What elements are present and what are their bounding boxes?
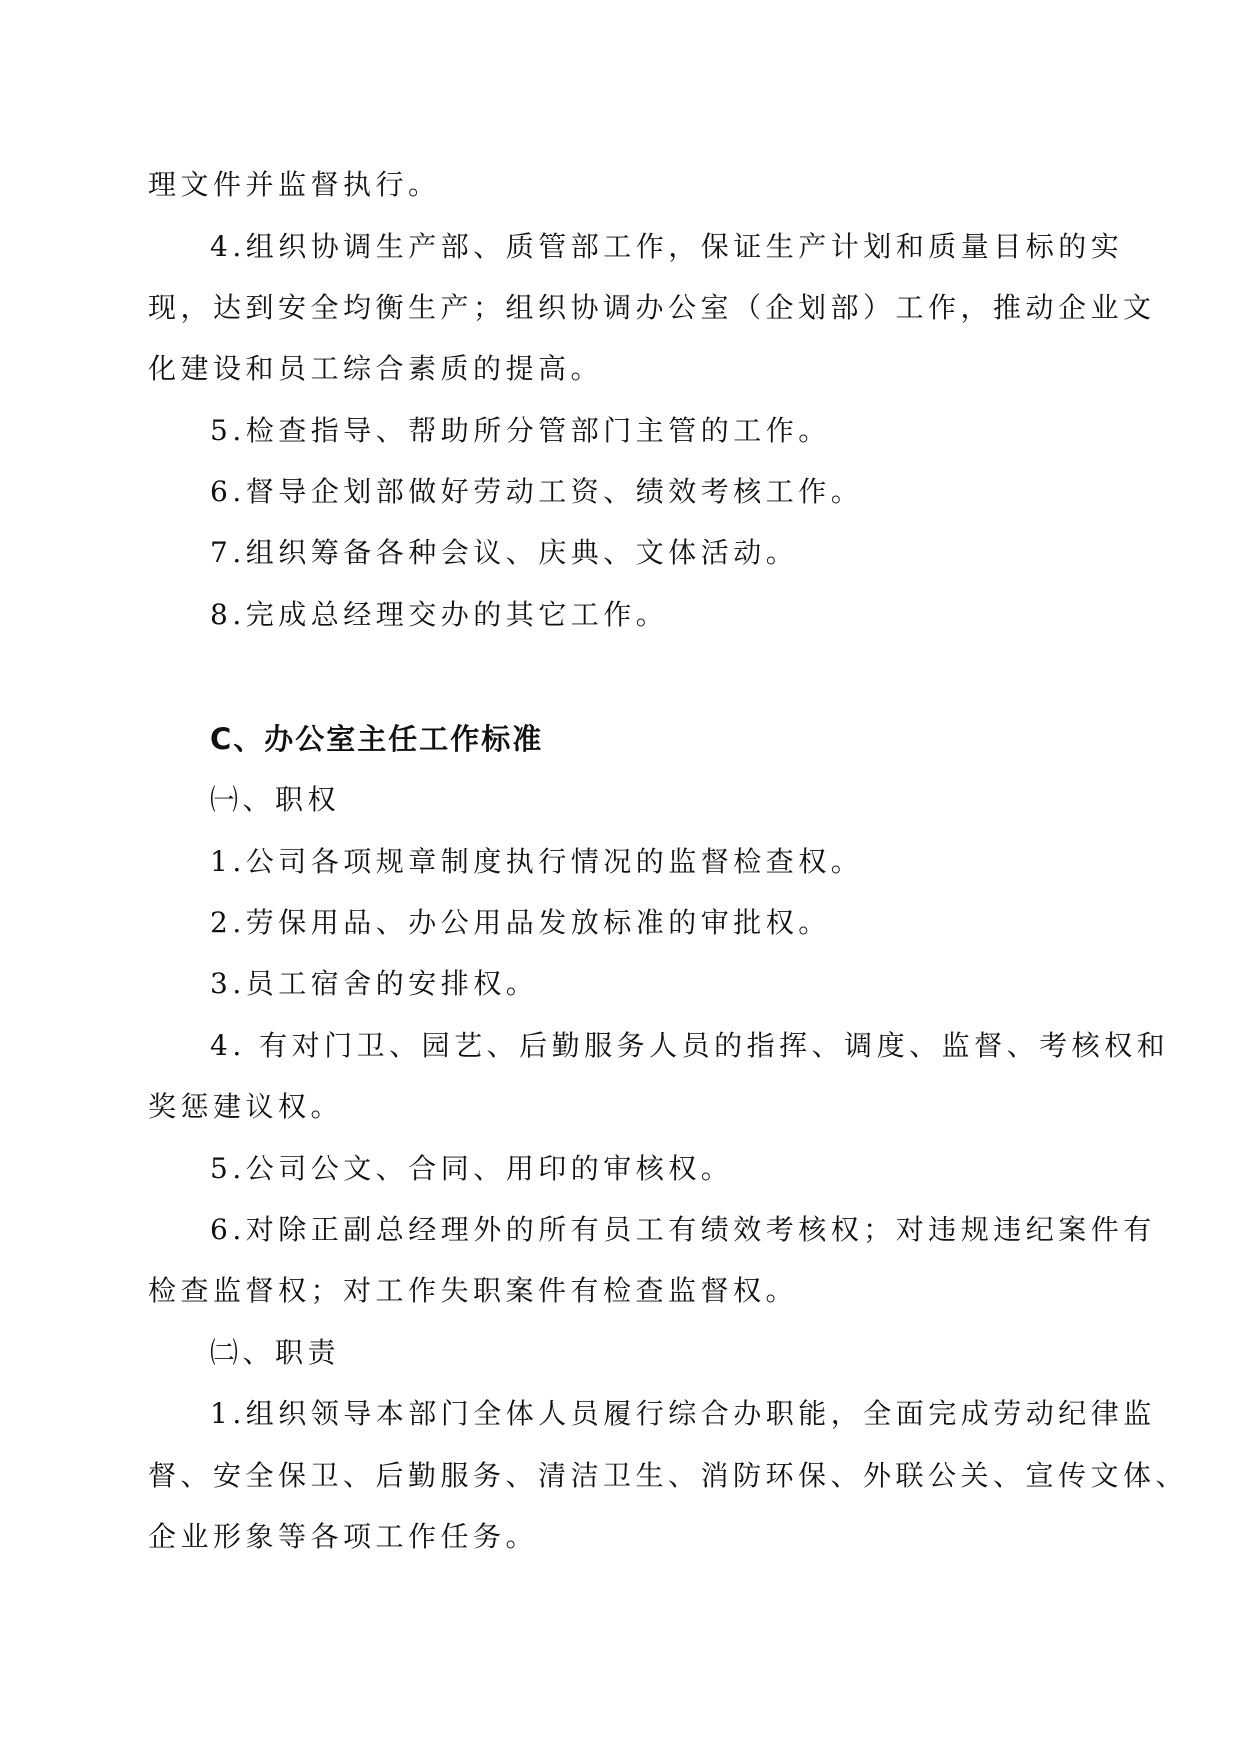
subsection-heading: ㈡、职责 — [210, 1336, 341, 1369]
text-line: 4. 有对门卫、园艺、后勤服务人员的指挥、调度、监督、考核权和 — [210, 1029, 1170, 1062]
subsection-heading: ㈠、职权 — [210, 783, 341, 816]
text-line: 1.组织领导本部门全体人员履行综合办职能，全面完成劳动纪律监 — [210, 1397, 1156, 1430]
text-line: 2.劳保用品、办公用品发放标准的审批权。 — [210, 906, 831, 939]
text-line: 化建设和员工综合素质的提高。 — [148, 352, 604, 385]
text-line: 8.完成总经理交办的其它工作。 — [210, 598, 669, 631]
text-line: 检查监督权；对工作失职案件有检查监督权。 — [148, 1274, 799, 1307]
text-line: 5.公司公文、合同、用印的审核权。 — [210, 1152, 734, 1185]
text-line: 企业形象等各项工作任务。 — [148, 1520, 539, 1553]
text-line: 理文件并监督执行。 — [148, 168, 441, 201]
text-line: 1.公司各项规章制度执行情况的监督检查权。 — [210, 845, 864, 878]
text-line: 6.对除正副总经理外的所有员工有绩效考核权；对违规违纪案件有 — [210, 1213, 1156, 1246]
section-heading: C、办公室主任工作标准 — [210, 722, 544, 756]
text-line: 现，达到安全均衡生产；组织协调办公室（企划部）工作，推动企业文 — [148, 291, 1156, 324]
text-line: 3.员工宿舍的安排权。 — [210, 967, 539, 1000]
text-line: 奖惩建议权。 — [148, 1090, 344, 1123]
text-line: 督、安全保卫、后勤服务、清洁卫生、消防环保、外联公关、宣传文体、 — [148, 1459, 1189, 1492]
text-line: 4.组织协调生产部、质管部工作，保证生产计划和质量目标的实 — [210, 230, 1124, 263]
text-line: 5.检查指导、帮助所分管部门主管的工作。 — [210, 414, 831, 447]
text-line: 6.督导企划部做好劳动工资、绩效考核工作。 — [210, 475, 864, 508]
text-line: 7.组织筹备各种会议、庆典、文体活动。 — [210, 536, 799, 569]
